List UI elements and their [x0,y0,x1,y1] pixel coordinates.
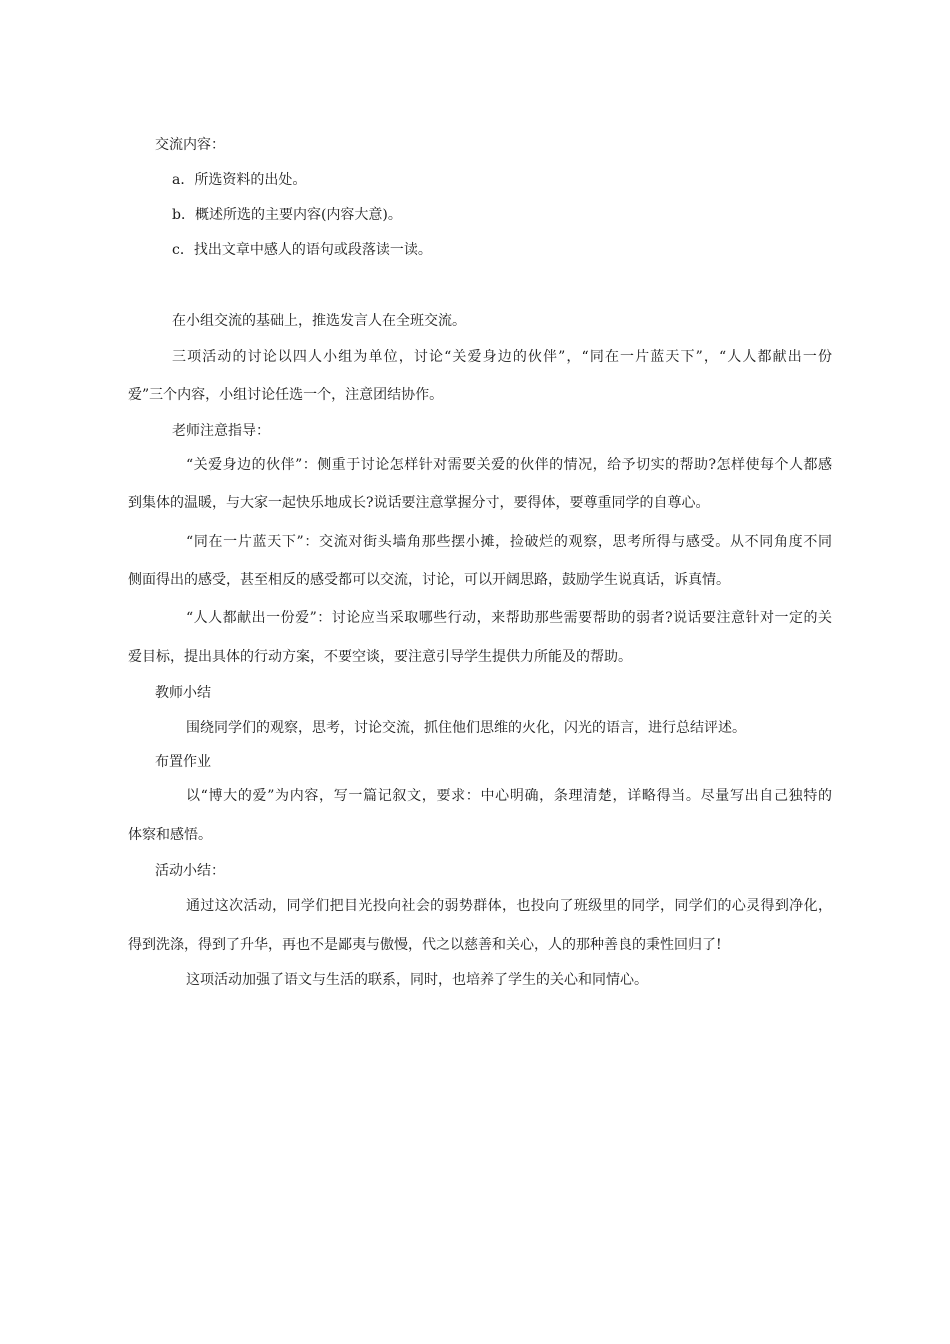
paragraph-care-partner-line-2: 到集体的温暖，与大家一起快乐地成长?说话要注意掌握分寸，要得体，要尊重同学的自尊心。 [128,495,710,511]
paragraph-give-love-line-2: 爱目标，提出具体的行动方案，不要空谈，要注意引导学生提供力所能及的帮助。 [128,649,632,665]
heading-homework: 布置作业 [155,754,211,770]
paragraph-care-partner-line-1: “关爱身边的伙伴”：侧重于讨论怎样针对需要关爱的伙伴的情况，给予切实的帮助?怎样使每个人都感 [186,457,832,473]
heading-exchange-content: 交流内容： [155,137,225,153]
paragraph-group-exchange: 在小组交流的基础上，推选发言人在全班交流。 [172,313,466,329]
list-item-a: a．所选资料的出处。 [172,172,307,188]
paragraph-homework-line-1: 以“博大的爱”为内容，写一篇记叙文，要求：中心明确，条理清楚，详略得当。尽量写出自己独特的 [186,788,832,804]
list-item-b: b．概述所选的主要内容(内容大意)。 [172,207,402,223]
list-item-c: c．找出文章中感人的语句或段落读一读。 [172,242,432,258]
paragraph-three-activities-line-2: 爱”三个内容，小组讨论任选一个，注意团结协作。 [128,387,444,403]
paragraph-give-love-line-1: “人人都献出一份爱”：讨论应当采取哪些行动，来帮助那些需要帮助的弱者?说话要注意针对一定的关 [186,610,832,626]
heading-teacher-summary: 教师小结 [155,685,211,701]
heading-activity-summary: 活动小结： [155,863,225,879]
heading-teacher-guidance: 老师注意指导： [172,423,270,439]
paragraph-same-sky-line-2: 侧面得出的感受，甚至相反的感受都可以交流，讨论，可以开阔思路，鼓励学生说真话，诉真情。 [128,572,730,588]
paragraph-same-sky-line-1: “同在一片蓝天下”：交流对街头墙角那些摆小摊，捡破烂的观察，思考所得与感受。从不同角度不同 [186,534,832,550]
paragraph-homework-line-2: 体察和感悟。 [128,827,212,843]
paragraph-three-activities-line-1: 三项活动的讨论以四人小组为单位，讨论“关爱身边的伙伴”，“同在一片蓝天下”，“人人都献出一份 [172,349,832,365]
paragraph-teacher-summary: 围绕同学们的观察，思考，讨论交流，抓住他们思维的火化，闪光的语言，进行总结评述。 [186,720,746,736]
paragraph-activity-summary-line-1: 通过这次活动，同学们把目光投向社会的弱势群体，也投向了班级里的同学，同学们的心灵得到净化， [186,898,832,914]
paragraph-conclusion: 这项活动加强了语文与生活的联系，同时，也培养了学生的关心和同情心。 [186,972,648,988]
paragraph-activity-summary-line-2: 得到洗涤，得到了升华，再也不是鄙夷与傲慢，代之以慈善和关心，人的那种善良的秉性回归了! [128,937,722,953]
